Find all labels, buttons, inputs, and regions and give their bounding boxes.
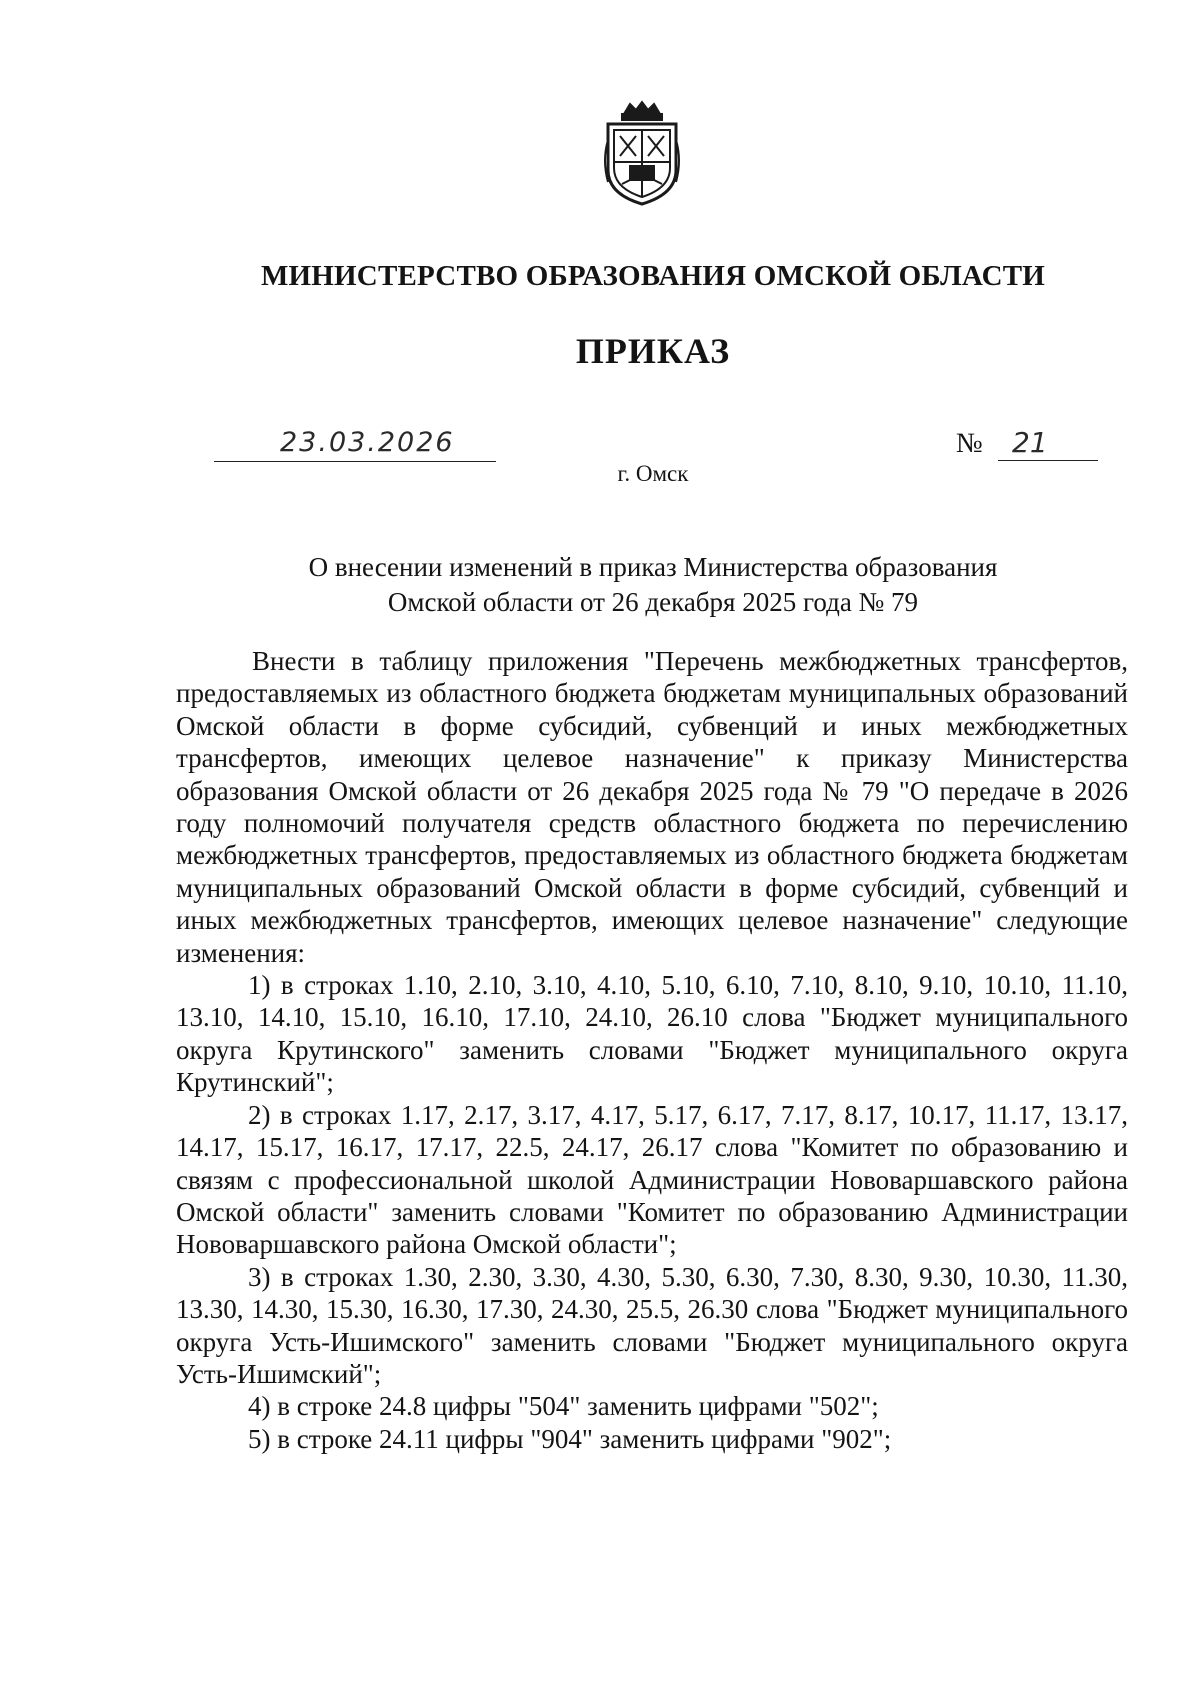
document-type-title: ПРИКАЗ [575,331,731,371]
number-sign: № [956,428,983,459]
change-item: 2) в строках 1.17, 2.17, 3.17, 4.17, 5.17, 6.17, 7.17, 8.17, 10.17, 11.17, 13.17, 14.17, 15.17, 16.17, 17.17, 22.5, 24.17, 26.17 слова "Комитет по образованию и связям с профессиональной школой Администрации Нововаршавского района Омской области" заменить словами "Комитет по образованию Администрации Нововаршавского района Омской области"; [176,1099,1128,1260]
change-item: 1) в строках 1.10, 2.10, 3.10, 4.10, 5.10, 6.10, 7.10, 8.10, 9.10, 10.10, 11.10, 13.10, 14.10, 15.10, 16.10, 17.10, 24.10, 26.10 слова "Бюджет муниципального округа Крутинского" заменить словами "Бюджет муниципального округа Крутинский"; [176,970,1128,1098]
order-number: 21 [1012,426,1048,459]
intro-paragraph: Внести в таблицу приложения "Перечень межбюджетных трансфертов, предоставляемых из областного бюджета бюджетам муниципальных образований Омской области в форме субсидий, субвенций и иных межбюджетных трансфертов, имеющих целевое назначение" к приказу Министерства образования Омской области от 26 декабря 2025 года № 79 "О передаче в 2026 году полномочий получателя средств областного бюджета по перечислению межбюджетных трансфертов, предоставляемых из областного бюджета бюджетам муниципальных образований Омской области в форме субсидий, субвенций и иных межбюджетных трансфертов, имеющих целевое назначение" следующие изменения: [176,646,1128,968]
change-item: 4) в строке 24.8 цифры "504" заменить цифрами "502"; [248,1391,879,1422]
change-item: 3) в строках 1.30, 2.30, 3.30, 4.30, 5.30, 6.30, 7.30, 8.30, 9.30, 10.30, 11.30, 13.30, 14.30, 15.30, 16.30, 17.30, 24.30, 25.5, 26.30 слова "Бюджет муниципального округа Усть-Ишимского" заменить словами "Бюджет муниципального округа Усть-Ишимский"; [176,1261,1128,1389]
order-number-line [998,426,1098,461]
ministry-name: МИНИСТЕРСТВО ОБРАЗОВАНИЯ ОМСКОЙ ОБЛАСТИ [260,260,1046,292]
coat-of-arms-icon [600,100,684,208]
order-date: 23.03.2026 [280,427,455,458]
place-of-issue: г. Омск [617,461,689,486]
order-date-field [214,427,496,462]
change-item: 5) в строке 24.11 цифры "904" заменить цифрами "902"; [248,1423,892,1454]
order-subject [0,550,1200,620]
subject-line: О внесении изменений в приказ Министерства образования [308,552,998,582]
subject-line: Омской области от 26 декабря 2025 года № 79 [387,587,919,617]
order-body [176,645,1128,1455]
